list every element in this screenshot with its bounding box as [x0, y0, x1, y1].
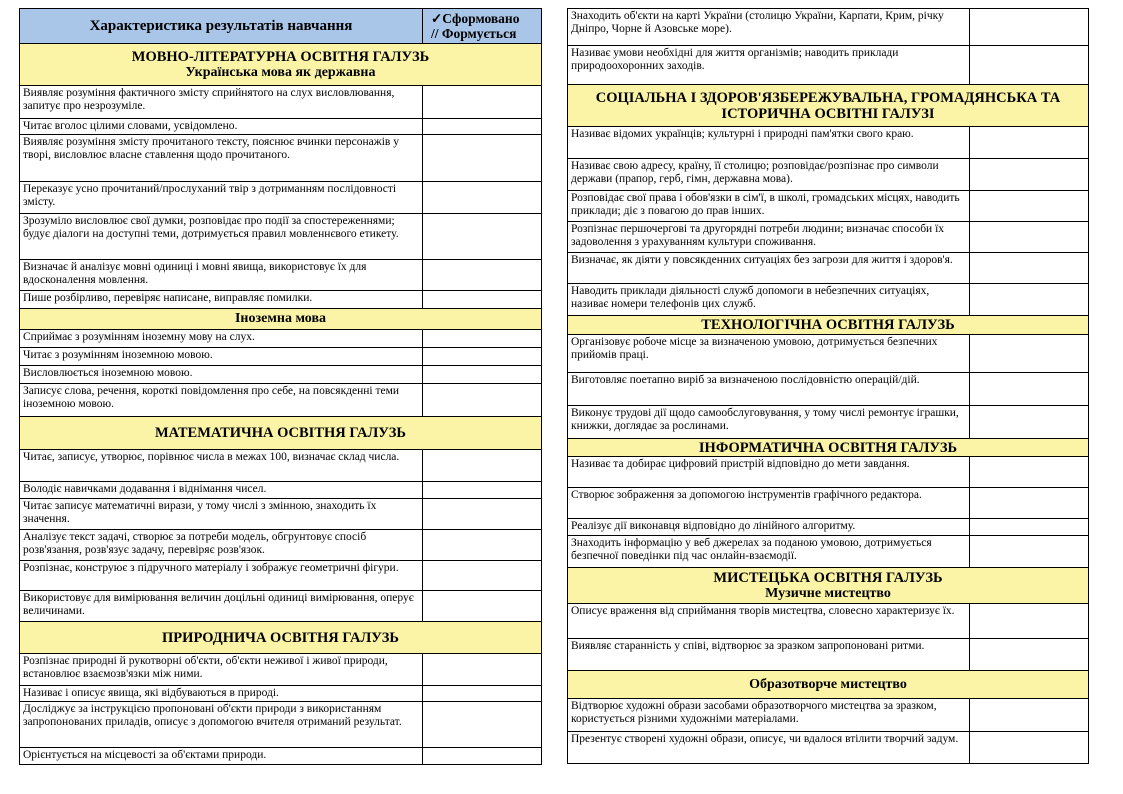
section-title: МИСТЕЦЬКА ОСВІТНЯ ГАЛУЗЬ [713, 569, 943, 586]
section-math [19, 417, 542, 450]
table-row [567, 159, 1089, 191]
row-text: Розпізнає природні й рукотворні об'єкти, об'єкти неживої і живої природи, встановлює взаємозв'язки між ними. [20, 654, 423, 685]
section-nature [19, 622, 542, 654]
table-row [19, 482, 542, 499]
subsection-visual-art [567, 671, 1089, 699]
status-cell[interactable] [423, 654, 541, 685]
status-cell[interactable] [970, 406, 1088, 438]
status-cell[interactable] [423, 86, 541, 118]
row-text: Описує враження від сприймання творів мистецтва, словесно характеризує їх. [568, 604, 970, 638]
table-row [567, 191, 1089, 222]
row-text: Називає та добирає цифровий пристрій відповідно до мети завдання. [568, 457, 970, 487]
section-title: ПРИРОДНИЧА ОСВІТНЯ ГАЛУЗЬ [162, 629, 399, 646]
table-row [567, 639, 1089, 671]
row-text: Переказує усно прочитаний/прослуханий твір з дотриманням послідовності змісту. [20, 182, 423, 213]
table-row [19, 530, 542, 561]
status-cell[interactable] [970, 639, 1088, 670]
section-title: МОВНО-ЛІТЕРАТУРНА ОСВІТНЯ ГАЛУЗЬ [131, 48, 430, 65]
row-text: Досліджує за інструкцією пропоновані об'єкти природи з використанням запропонованих приладів, описує з допомогою вчителя отриманий результат. [20, 702, 423, 747]
status-cell[interactable] [970, 222, 1088, 252]
section-subtitle: Українська мова як державна [185, 64, 376, 80]
table-row [567, 222, 1089, 253]
section-social [567, 85, 1089, 127]
table-row [567, 284, 1089, 316]
subsection-title: Іноземна мова [234, 311, 327, 326]
header-formed: ✓Сформовано [431, 11, 520, 26]
row-text: Виявляє розуміння змісту прочитаного тексту, пояснює вчинки персонажів у творі, висловлює власне ставлення щодо прочитаного. [20, 135, 423, 181]
table-row [19, 86, 542, 119]
status-cell[interactable] [970, 536, 1088, 567]
table-row [567, 604, 1089, 639]
status-cell[interactable] [423, 561, 541, 590]
table-row [19, 686, 542, 702]
table-row [19, 450, 542, 482]
row-text: Називає умови необхідні для життя організмів; наводить приклади природоохоронних заходів. [568, 46, 970, 84]
table-row [567, 8, 1089, 46]
row-text: Читає, записує, утворює, порівнює числа в межах 100, визначає склад числа. [20, 450, 423, 481]
row-text: Розповідає свої права і обов'язки в сім'ї, в школі, громадських місцях, наводить приклади; діє з повагою до прав інших. [568, 191, 970, 221]
row-text: Організовує робоче місце за визначеною умовою, дотримується безпечних прийомів праці. [568, 335, 970, 372]
status-cell[interactable] [970, 373, 1088, 405]
section-tech [567, 316, 1089, 335]
status-cell[interactable] [423, 530, 541, 560]
section-title: МАТЕМАТИЧНА ОСВІТНЯ ГАЛУЗЬ [155, 425, 406, 441]
status-cell[interactable] [970, 335, 1088, 372]
row-text: Висловлюється іноземною мовою. [20, 366, 423, 383]
table-row [19, 348, 542, 366]
section-art [567, 568, 1089, 604]
table-row [567, 406, 1089, 439]
table-row [19, 654, 542, 686]
row-text: Знаходить інформацію у веб джерелах за поданою умовою, дотримується безпечної поведінки під час онлайн-взаємодії. [568, 536, 970, 567]
section-info [567, 439, 1089, 457]
status-cell[interactable] [423, 291, 541, 308]
status-cell[interactable] [970, 488, 1088, 518]
status-cell[interactable] [970, 253, 1088, 283]
row-text: Знаходить об'єкти на карті України (столицю України, Карпати, Крим, річку Дніпро, Чорне й Азовське море). [568, 9, 970, 45]
row-text: Визначає, як діяти у повсякденних ситуаціях без загрози для життя і здоров'я. [568, 253, 970, 283]
subsection-foreign [19, 309, 542, 330]
status-cell[interactable] [423, 702, 541, 747]
status-cell[interactable] [970, 604, 1088, 638]
row-text: Розпізнає першочергові та другорядні потреби людини; визначає способи їх задоволення з урахуванням культури споживання. [568, 222, 970, 252]
row-text: Називає свою адресу, країну, її столицю; розповідає/розпізнає про символи держави (прапор, герб, гімн, державна мова). [568, 159, 970, 190]
table-row [19, 291, 542, 309]
section-title: СОЦІАЛЬНА І ЗДОРОВ'ЯЗБЕРЕЖУВАЛЬНА, ГРОМАДЯНСЬКА ТА ІСТОРИЧНА ОСВІТНІ ГАЛУЗІ [595, 89, 1061, 122]
section-subtitle: Музичне мистецтво [765, 585, 891, 601]
status-cell[interactable] [970, 732, 1088, 763]
row-text: Записує слова, речення, короткі повідомлення про себе, на повсякденні теми іноземною мовою. [20, 384, 423, 416]
table-row [567, 488, 1089, 519]
table-row [567, 373, 1089, 406]
status-cell[interactable] [423, 482, 541, 498]
header-forming: // Формується [431, 26, 517, 41]
table-row [19, 366, 542, 384]
table-row [19, 214, 542, 260]
status-cell[interactable] [970, 127, 1088, 158]
row-text: Визначає й аналізує мовні одиниці і мовні явища, використовує їх для вдосконалення мовлення. [20, 260, 423, 290]
status-cell[interactable] [423, 214, 541, 259]
status-cell[interactable] [423, 450, 541, 481]
row-text: Зрозуміло висловлює свої думки, розповідає про події за спостереженнями; будує діалоги на доступні теми, дотримується правил мовленнєвого етикету. [20, 214, 423, 259]
header-status [423, 9, 541, 43]
status-cell[interactable] [423, 384, 541, 416]
row-text: Презентує створені художні образи, описує, чи вдалося втілити творчий задум. [568, 732, 970, 763]
row-text: Називає і описує явища, які відбуваються в природі. [20, 686, 423, 701]
row-text: Виготовляє поетапно виріб за визначеною послідовністю операцій/дій. [568, 373, 970, 405]
status-cell[interactable] [423, 686, 541, 701]
header-characteristic: Характеристика результатів навчання [20, 9, 423, 43]
table-row [567, 46, 1089, 85]
table-row [567, 519, 1089, 536]
table-row [567, 732, 1089, 764]
table-row [19, 702, 542, 748]
table-row [19, 135, 542, 182]
row-text: Сприймає з розумінням іноземну мову на слух. [20, 330, 423, 347]
table-row [567, 699, 1089, 732]
table-row [19, 499, 542, 530]
table-row [19, 384, 542, 417]
row-text: Виконує трудові дії щодо самообслуговування, у тому числі ремонтує іграшки, книжки, доглядає за рослинами. [568, 406, 970, 438]
table-row [567, 335, 1089, 373]
status-cell[interactable] [970, 699, 1088, 731]
left-table [19, 8, 542, 765]
status-cell[interactable] [423, 499, 541, 529]
row-text: Орієнтується на місцевості за об'єктами природи. [20, 748, 423, 764]
table-row [567, 127, 1089, 159]
section-title: ТЕХНОЛОГІЧНА ОСВІТНЯ ГАЛУЗЬ [701, 317, 955, 333]
table-row [19, 182, 542, 214]
status-cell[interactable] [423, 330, 541, 347]
section-language [19, 44, 542, 86]
row-text: Розпізнає, конструює з підручного матеріалу і зображує геометричні фігури. [20, 561, 423, 590]
status-cell[interactable] [970, 46, 1088, 84]
table-row [19, 119, 542, 135]
status-cell[interactable] [423, 366, 541, 383]
status-cell[interactable] [423, 182, 541, 213]
row-text: Володіє навичками додавання і віднімання чисел. [20, 482, 423, 498]
table-row [567, 457, 1089, 488]
table-row [567, 536, 1089, 568]
row-text: Пише розбірливо, перевіряє написане, виправляє помилки. [20, 291, 423, 308]
status-cell[interactable] [970, 191, 1088, 221]
status-cell[interactable] [970, 284, 1088, 315]
row-text: Створює зображення за допомогою інструментів графічного редактора. [568, 488, 970, 518]
row-text: Відтворює художні образи засобами образотворчого мистецтва за зразком, користується різними художніми матеріалами. [568, 699, 970, 731]
status-cell[interactable] [970, 457, 1088, 487]
table-header [19, 8, 542, 44]
status-cell[interactable] [970, 519, 1088, 535]
subsection-title: Образотворче мистецтво [749, 676, 907, 692]
status-cell[interactable] [423, 260, 541, 290]
row-text: Використовує для вимірювання величин доцільні одиниці вимірювання, оперує величинами. [20, 591, 423, 621]
row-text: Виявляє старанність у співі, відтворює за зразком запропоновані ритми. [568, 639, 970, 670]
row-text: Аналізує текст задачі, створює за потреби модель, обгрунтовує спосіб розв'язання, розв'язує задачу, перевіряє розв'язок. [20, 530, 423, 560]
table-row [567, 253, 1089, 284]
status-cell[interactable] [970, 9, 1088, 45]
row-text: Називає відомих українців; культурні і природні пам'ятки свого краю. [568, 127, 970, 158]
status-cell[interactable] [423, 348, 541, 365]
right-table [567, 8, 1089, 764]
status-cell[interactable] [423, 748, 541, 764]
row-text: Читає записує математичні вирази, у тому числі з змінною, знаходить їх значення. [20, 499, 423, 529]
section-title: ІНФОРМАТИЧНА ОСВІТНЯ ГАЛУЗЬ [698, 439, 958, 456]
status-cell[interactable] [423, 591, 541, 621]
row-text: Виявляє розуміння фактичного змісту сприйнятого на слух висловлювання, запитує про незрозуміле. [20, 86, 423, 118]
table-row [19, 260, 542, 291]
status-cell[interactable] [970, 159, 1088, 190]
row-text: Читає з розумінням іноземною мовою. [20, 348, 423, 365]
status-cell[interactable] [423, 119, 541, 134]
table-row [19, 748, 542, 765]
row-text: Реалізує дії виконавця відповідно до лінійного алгоритму. [568, 519, 970, 535]
table-row [19, 561, 542, 591]
row-text: Наводить приклади діяльності служб допомоги в небезпечних ситуаціях, називає номери телефонів цих служб. [568, 284, 970, 315]
table-row [19, 591, 542, 622]
status-cell[interactable] [423, 135, 541, 181]
table-row [19, 330, 542, 348]
row-text: Читає вголос цілими словами, усвідомлено. [20, 119, 423, 134]
